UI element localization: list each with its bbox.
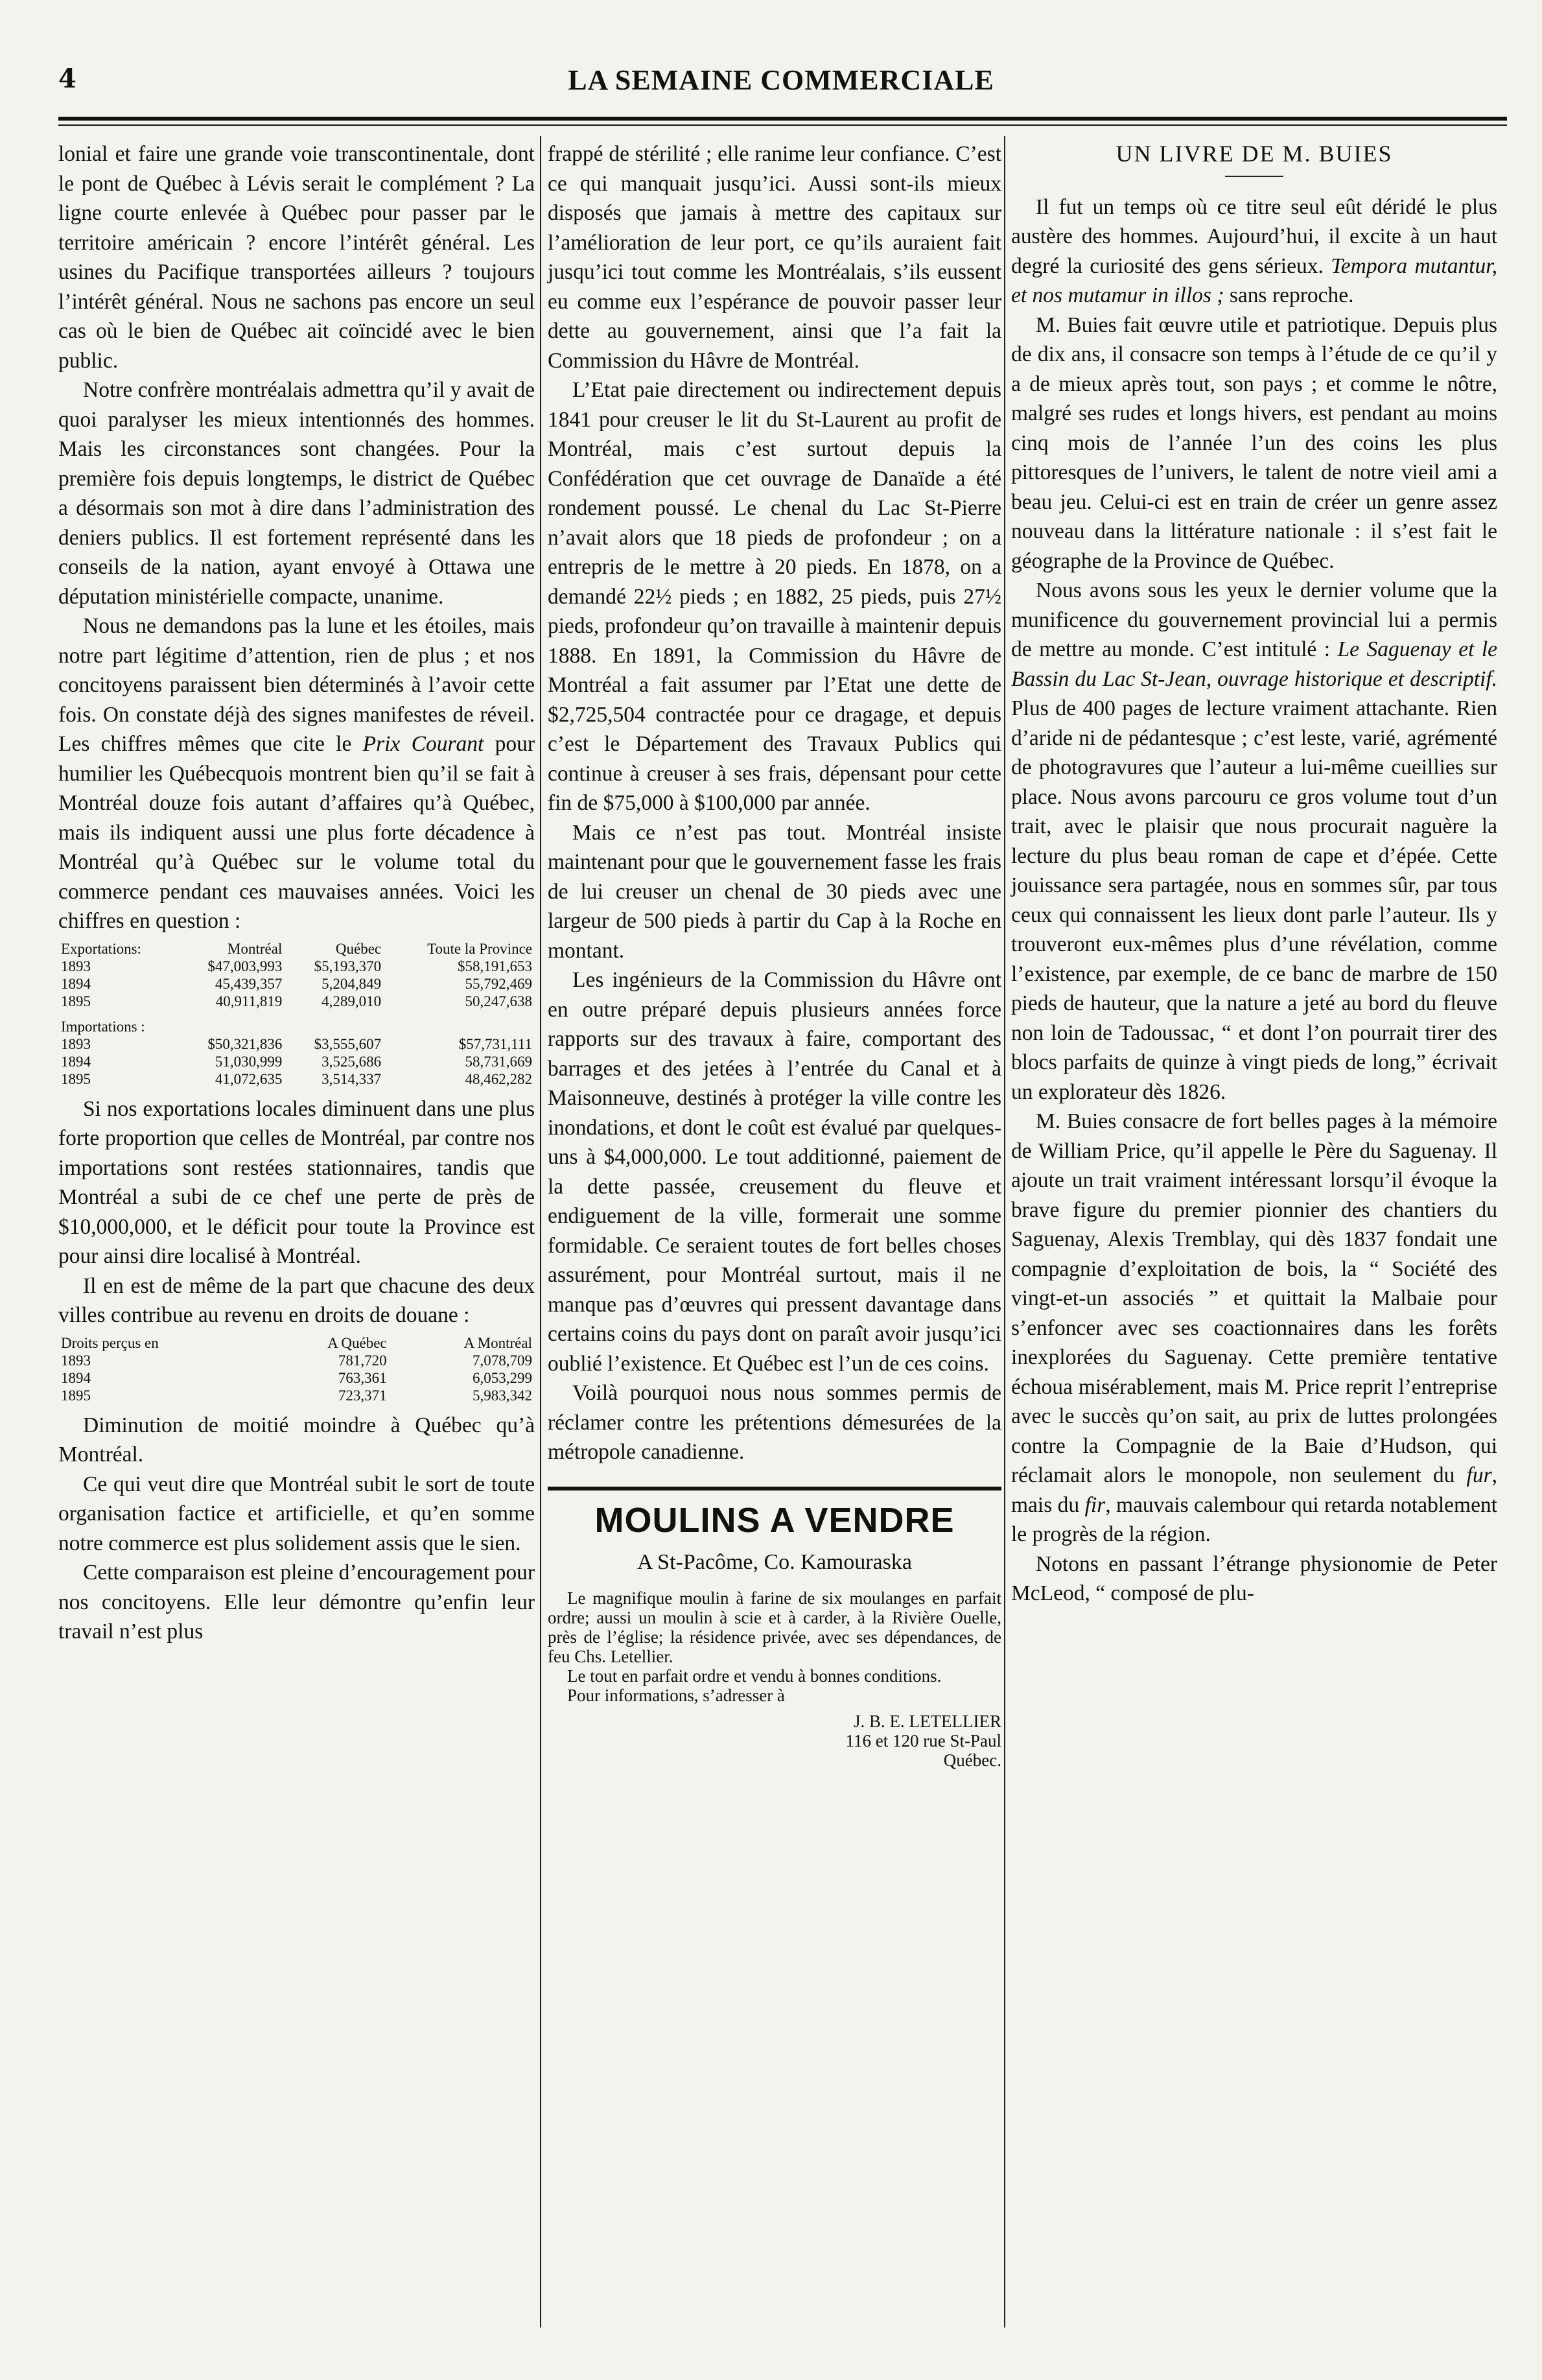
table-section-label: Importations : xyxy=(61,1018,145,1035)
trade-statistics-table xyxy=(58,940,535,1088)
table-row: 1894 45,439,357 5,204,849 55,792,469 xyxy=(61,975,532,992)
ad-title: MOULINS A VENDRE xyxy=(594,1500,955,1540)
table-row: 1893 781,720 7,078,709 xyxy=(61,1352,532,1369)
table-row: 1895 41,072,635 3,514,337 48,462,282 xyxy=(61,1070,532,1087)
column-2 xyxy=(548,139,1001,1770)
table-row: 1893 $47,003,993 $5,193,370 $58,191,653 xyxy=(61,958,532,974)
paragraph: Diminution de moitié moindre à Québec qu’à Montréal. xyxy=(58,1413,535,1467)
table-row: 1893 $50,321,836 $3,555,607 $57,731,111 xyxy=(61,1035,532,1052)
column-divider xyxy=(540,136,541,2327)
ad-subtitle: A St-Pacôme, Co. Kamouraska xyxy=(637,1549,912,1574)
paragraph: Notons en passant l’étrange physionomie de Peter McLeod, “ composé de plu- xyxy=(1011,1551,1497,1605)
table-header-row: Droits perçus en A Québec A Montréal xyxy=(61,1334,532,1351)
paragraph: Ce qui veut dire que Montréal subit le sort de toute organisation factice et artificielle, et qu’en somme notre commerce est plus solidement assis que le sien. xyxy=(58,1472,535,1555)
paragraph: Si nos exportations locales diminuent dans une plus forte proportion que celles de Montréal, par contre nos importations sont restées stationnaires, tandis que Montréal a subi de ce chef une perte de près de $10,000,000, et le déficit pour toute la Province est pour ainsi dire localisé à Montréal. xyxy=(58,1096,535,1268)
table-row: 1895 40,911,819 4,289,010 50,247,638 xyxy=(61,993,532,1009)
book-title: Le Saguenay et le Bassin du Lac St-Jean, ouvrage historique et descriptif. xyxy=(1011,637,1498,691)
paragraph: Nous ne demandons pas la lune et les étoiles, mais notre part légitime d’attention, rien de plus ; et nos concitoyens paraissent bien déterminés à l’avoir cette fois. On constate déjà des signes manifestes de réveil. Les chiffres mêmes que cite le Prix Courant pour humilier les Québecquois montrent bien qu’il se fait à Montréal douze fois autant d’affaires qu’à Québec, mais ils indiquent aussi une plus forte décadence à Montréal qu’à Québec sur le volume total du commerce pendant ces mauvaises années. Voici les chiffres en question : xyxy=(58,614,535,933)
paragraph: Il en est de même de la part que chacune des deux villes contribue au revenu en droits de douane : xyxy=(58,1273,535,1327)
paragraph: L’Etat paie directement ou indirectement depuis 1841 pour creuser le lit du St-Laurent au profit de Montréal, mais c’est surtout depuis la Confédération que cet ouvrage de Danaïde a été rondement poussé. Le chenal du Lac St-Pierre n’avait alors que 18 pieds de profondeur ; on a entrepris de le mettre à 20 pieds. En 1878, on a demandé 22½ pieds ; en 1882, 25 pieds, puis 27½ pieds, profondeur qu’on travaille à maintenir depuis 1888. En 1891, la Commission du Hâvre de Montréal a fait assumer par l’Etat une dette de $2,725,504 contractée pour ce dragage, et depuis c’est le Département des Travaux Publics qui continue à creuser à ses frais, dépensant pour cette fin de $75,000 à $100,000 par année. xyxy=(548,378,1001,815)
ad-body: Le magnifique moulin à farine de six moulanges en parfait ordre; aussi un moulin à scie et à carder, à la Rivière Ouelle, près de l’église; la résidence privée, avec ses dépendances, de feu Chs. Letellier. Le tout en parfait ordre et vendu à bonnes conditions. Pour informations, s’adresser à xyxy=(548,1588,1001,1705)
masthead-title: LA SEMAINE COMMERCIALE xyxy=(568,64,994,96)
paragraph: Nous avons sous les yeux le dernier volume que la munificence du gouvernement provincial lui a permis de mettre au monde. C’est intitulé : Le Saguenay et le Bassin du Lac St-Jean, ouvrage historique et descriptif. Plus de 400 pages de lecture vraiment attachante. Rien d’aride ni de pédantesque ; c’est leste, varié, agrémenté de photogravures que l’auteur a lui-même cueillies sur place. Nous avons parcouru ce gros volume tout d’un trait, avec le plaisir que nous procurait naguère la lecture du plus beau roman de cape et d’épée. Cette jouissance sera partagée, nous en sommes sûr, par tous ceux qui connaissent les lieux dont parle l’auteur. Ils y trouveront eux-mêmes plus d’une révélation, comme l’existence, par exemple, de ce banc de marbre de 150 pieds de hauteur, que la nature a jeté au bord du fleuve non loin de Tadoussac, “ et dont l’on pourrait tirer des blocs parfaits de quinze à vingt pieds de long,” écrivait un explorateur dès 1826. xyxy=(1011,578,1498,1104)
column-1 xyxy=(58,139,535,1647)
article-title: UN LIVRE DE M. BUIES xyxy=(1116,141,1393,167)
column-divider xyxy=(1004,136,1005,2327)
customs-duties-table xyxy=(58,1334,535,1404)
title-divider xyxy=(1225,176,1283,177)
table-row: 1895 723,371 5,983,342 xyxy=(61,1387,532,1404)
table-row: 1894 51,030,999 3,525,686 58,731,669 xyxy=(61,1053,532,1070)
paragraph: Les ingénieurs de la Commission du Hâvre ont en outre préparé depuis plusieurs années force rapports sur des travaux à faire, comportant des barrages et des jetées à l’entrée du Canal et à Maisonneuve, destinés à protéger la ville contre les inondations, et dont le coût est évalué par quelques-uns à $4,000,000. Le tout additionné, paiement de la dette passée, creusement du fleuve et endiguement de la ville, formerait une somme formidable. Ce seraient toutes de fort belles choses assurément, pour Montréal surtout, mais il ne manque pas d’œuvres qui pressent davantage dans certains coins du pays dont on paraît avoir jusqu’ici oublié l’existence. Et Québec est l’un de ces coins. xyxy=(548,968,1001,1376)
page-number: 4 xyxy=(58,64,76,94)
header-rule-thick xyxy=(58,117,1507,121)
paragraph: Cette comparaison est pleine d’encouragement pour nos concitoyens. Elle leur démontre qu’enfin leur travail n’est plus xyxy=(58,1561,535,1644)
paragraph: M. Buies fait œuvre utile et patriotique. Depuis plus de dix ans, il consacre son temps à l’étude de ce qu’il y a de mieux après tout, son pays ; et comme le nôtre, malgré ses rudes et longs hivers, est pendant au moins cinq mois de l’année l’un des coins les plus pittoresques de l’univers, le talent de notre vieil ami a beau jeu. Celui-ci est en train de créer un genre assez nouveau dans la littérature nationale : il s’est fait le géographe de la Province de Québec. xyxy=(1011,312,1497,573)
paragraph: M. Buies consacre de fort belles pages à la mémoire de William Price, qu’il appelle le Père du Saguenay. Il ajoute un trait vraiment intéressant lorsqu’il évoque la brave figure du premier pionnier des chantiers du Saguenay, Alexis Tremblay, qui dès 1837 fondait une compagnie d’exploitation de bois, la “ Société des vingt-et-un associés ” et quittait la Malbaie pour s’enfoncer avec ses coactionnaires dans les forêts inexplorées du Saguenay. Cette première tentative échoua misérablement, mais M. Price reprit l’entreprise avec le succès qu’on sait, au prix de luttes prolongées contre la Compagnie de la Baie d’Hudson, qui réclamait alors le monopole, non seulement du fur, mais du fir, mauvais calembour qui retarda notablement le progrès de la région. xyxy=(1011,1109,1497,1546)
paragraph: Notre confrère montréalais admettra qu’il y avait de quoi paralyser les mieux intentionnés des hommes. Mais les circonstances sont changées. Pour la première fois depuis longtemps, le district de Québec a désormais son mot à dire dans l’administration des deniers publics. Il est fortement représenté dans les conseils de la nation, ayant envoyé à Ottawa une députation ministérielle compacte, unanime. xyxy=(58,378,535,609)
page-header xyxy=(58,64,1504,115)
paragraph: Voilà pourquoi nous nous sommes permis de réclamer contre les prétentions démesurées de la métropole canadienne. xyxy=(548,1381,1001,1464)
journal-title: Prix Courant xyxy=(362,732,484,756)
table-row: 1894 763,361 6,053,299 xyxy=(61,1369,532,1386)
ad-signature: J. B. E. LETELLIER 116 et 120 rue St-Paul Québec. xyxy=(845,1712,1001,1770)
header-rule-thin xyxy=(58,124,1507,126)
advertisement xyxy=(548,1487,1001,1771)
paragraph: Mais ce n’est pas tout. Montréal insiste maintenant pour que le gouvernement fasse les frais de lui creuser un chenal de 30 pieds avec une largeur de 500 pieds à partir du Cap à la Roche en montant. xyxy=(548,820,1001,963)
paragraph: frappé de stérilité ; elle ranime leur confiance. C’est ce qui manquait jusqu’ici. Aussi sont-ils mieux disposés que jamais à mettre des capitaux sur l’amélioration de leur port, ce qu’ils auraient fait jusqu’ici tout comme les Montréalais, s’ils eussent eu comme eux l’espérance de pouvoir passer leur dette au gouvernement, ainsi que l’a fait la Commission du Hâvre de Montréal. xyxy=(548,142,1001,373)
paragraph: Il fut un temps où ce titre seul eût déridé le plus austère des hommes. Aujourd’hui, il excite à un haut degré la curiosité des gens sérieux. Tempora mutantur, et nos mutamur in illos ; sans reproche. xyxy=(1011,194,1497,307)
table-header-row: Exportations: Montréal Québec Toute la Province xyxy=(61,940,532,957)
paragraph: lonial et faire une grande voie transcontinentale, dont le pont de Québec à Lévis serait le complément ? La ligne courte enlevée à Québec pour passer par le territoire américain ? encore l’intérêt général. Les usines du Pacifique transportées ailleurs ? toujours l’intérêt général. Nous ne sachons pas encore un seul cas où le bien de Québec ait coïncidé avec le bien public. xyxy=(58,142,535,373)
column-3 xyxy=(1011,139,1497,1608)
